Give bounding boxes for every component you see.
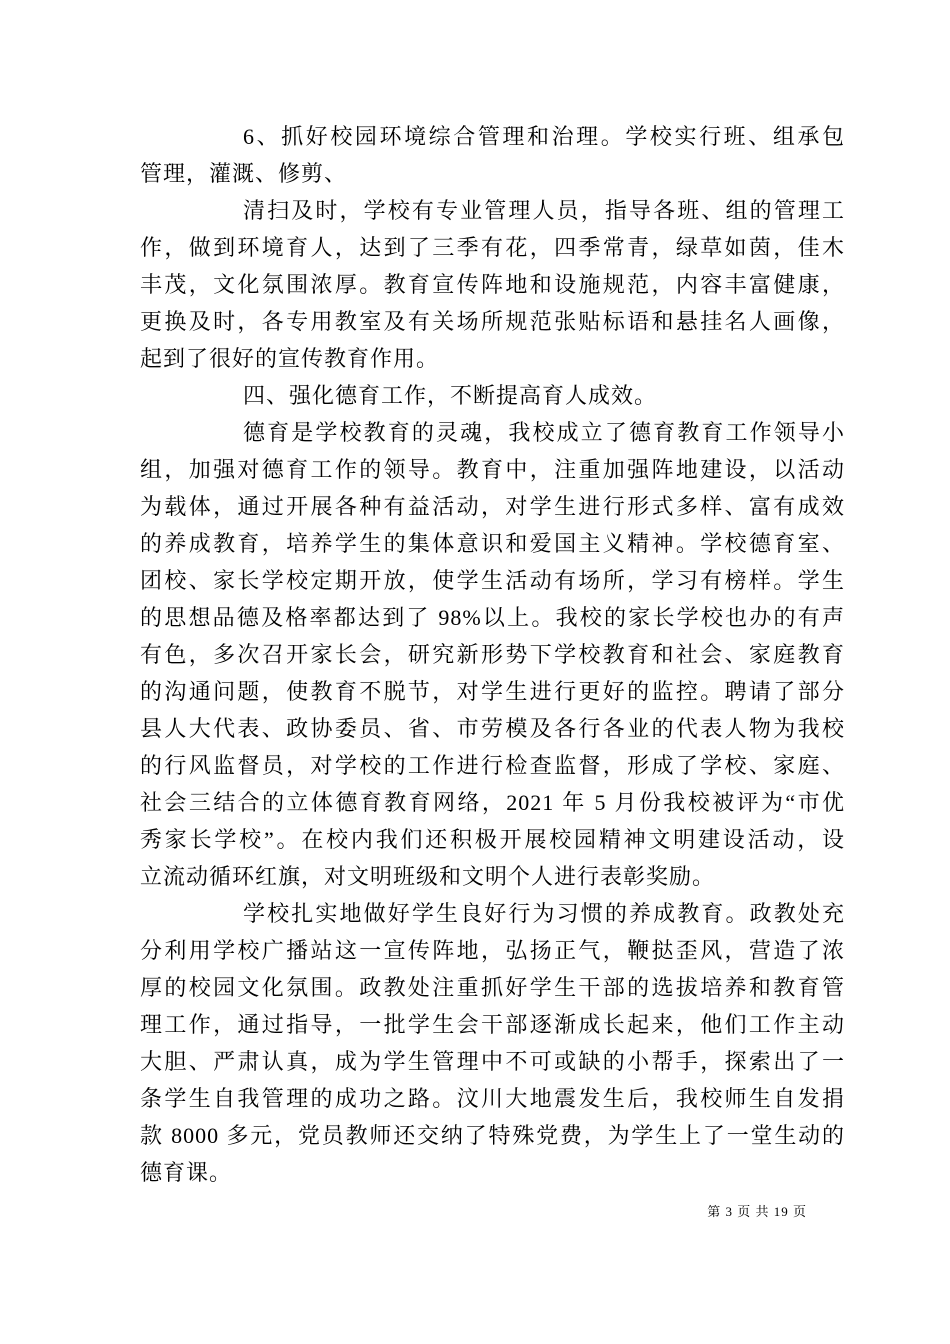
text-line: 为载体，通过开展各种有益活动，对学生进行形式多样、富有成效 (140, 494, 845, 519)
text-line: 秀家长学校”。在校内我们还积极开展校园精神文明建设活动，设 (140, 827, 845, 852)
text-line: 团校、家长学校定期开放，使学生活动有场所，学习有榜样。学生 (140, 568, 845, 593)
text-line: 起到了很好的宣传教育作用。 (140, 346, 440, 371)
page-number-indicator: 第 3 页 共 19 页 (707, 1204, 807, 1219)
text-line: 理工作，通过指导，一批学生会干部逐渐成长起来，他们工作主动 (140, 1012, 845, 1037)
text-line: 的养成教育，培养学生的集体意识和爱国主义精神。学校德育室、 (140, 531, 845, 556)
text-line: 条学生自我管理的成功之路。汶川大地震发生后，我校师生自发捐 (140, 1086, 845, 1111)
text-line: 社会三结合的立体德育教育网络，2021 年 5 月份我校被评为“市优 (140, 790, 845, 815)
text-line: 立流动循环红旗，对文明班级和文明个人进行表彰奖励。 (140, 864, 716, 889)
text-line: 作，做到环境育人，达到了三季有花，四季常青，绿草如茵，佳木 (140, 235, 845, 260)
text-line: 丰茂，文化氛围浓厚。教育宣传阵地和设施规范，内容丰富健康， (140, 272, 845, 297)
text-line: 的行风监督员，对学校的工作进行检查监督，形成了学校、家庭、 (140, 753, 845, 778)
text-line: 分利用学校广播站这一宣传阵地，弘扬正气，鞭挞歪风，营造了浓 (140, 938, 845, 963)
text-line: 6、抓好校园环境综合管理和治理。学校实行班、组承包 (243, 124, 845, 149)
text-line: 大胆、严肃认真，成为学生管理中不可或缺的小帮手，探索出了一 (140, 1049, 845, 1074)
text-line: 清扫及时，学校有专业管理人员，指导各班、组的管理工 (243, 198, 845, 223)
text-line: 更换及时，各专用教室及有关场所规范张贴标语和悬挂名人画像， (140, 309, 845, 334)
text-line: 管理，灌溉、修剪、 (140, 161, 348, 186)
text-line: 款 8000 多元，党员教师还交纳了特殊党费，为学生上了一堂生动的 (140, 1123, 845, 1148)
text-line: 组，加强对德育工作的领导。教育中，注重加强阵地建设，以活动 (140, 457, 845, 482)
text-line: 厚的校园文化氛围。政教处注重抓好学生干部的选拔培养和教育管 (140, 975, 845, 1000)
text-line: 有色，多次召开家长会，研究新形势下学校教育和社会、家庭教育 (140, 642, 845, 667)
text-line: 学校扎实地做好学生良好行为习惯的养成教育。政教处充 (243, 901, 845, 926)
text-line: 四、强化德育工作，不断提高育人成效。 (243, 383, 658, 408)
document-body (140, 118, 845, 1191)
text-line: 的沟通问题，使教育不脱节，对学生进行更好的监控。聘请了部分 (140, 679, 845, 704)
text-line: 德育课。 (140, 1160, 233, 1185)
text-line: 的思想品德及格率都达到了 98%以上。我校的家长学校也办的有声 (140, 605, 845, 630)
text-line: 县人大代表、政协委员、省、市劳模及各行各业的代表人物为我校 (140, 716, 845, 741)
text-line: 德育是学校教育的灵魂，我校成立了德育教育工作领导小 (243, 420, 845, 445)
